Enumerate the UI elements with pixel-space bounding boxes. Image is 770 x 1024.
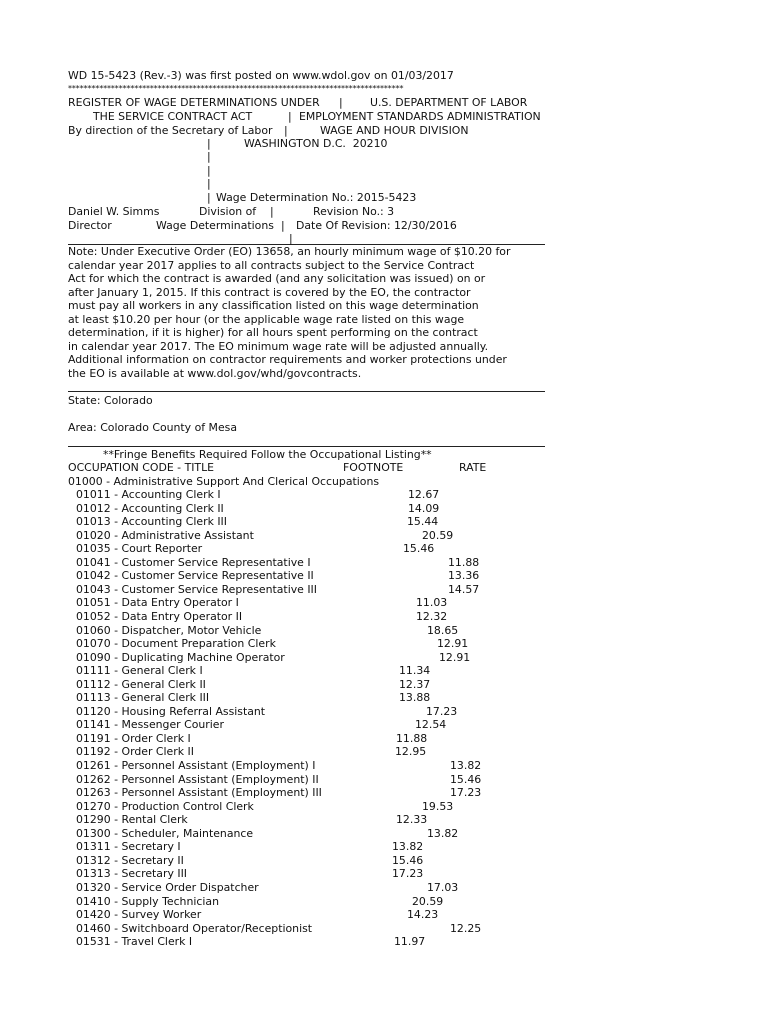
note-line: after January 1, 2015. If this contract is covered by the EO, the contractor <box>68 286 471 299</box>
column-bar: | <box>289 232 293 245</box>
occupation-title: 01060 - Dispatcher, Motor Vehicle <box>76 624 262 637</box>
rate-column-header: RATE <box>459 461 487 474</box>
occupation-rate: 19.53 <box>422 800 454 813</box>
division-of-label: Division of <box>199 205 257 218</box>
occupation-rate: 12.32 <box>416 610 448 623</box>
occupation-rate: 15.44 <box>407 515 439 528</box>
occupation-title: 01263 - Personnel Assistant (Employment) III <box>76 786 322 799</box>
occupation-rate: 14.57 <box>448 583 480 596</box>
occupation-title: 01051 - Data Entry Operator I <box>76 596 239 609</box>
occupation-rate: 12.25 <box>450 922 482 935</box>
occupation-rate: 17.23 <box>450 786 482 799</box>
occupation-title: 01420 - Survey Worker <box>76 908 202 921</box>
occupation-rate: 17.03 <box>427 881 459 894</box>
footnote-column-header: FOOTNOTE <box>343 461 404 474</box>
note-line: Note: Under Executive Order (EO) 13658, an hourly minimum wage of $10.20 for <box>68 245 511 258</box>
state-label: State: Colorado <box>68 394 153 407</box>
occupation-title: 01300 - Scheduler, Maintenance <box>76 827 254 840</box>
occupation-rate: 11.97 <box>394 935 426 948</box>
occupation-rate: 15.46 <box>392 854 424 867</box>
agency-name: EMPLOYMENT STANDARDS ADMINISTRATION <box>299 110 541 123</box>
note-line: Additional information on contractor requirements and worker protections under <box>68 353 507 366</box>
column-bar: | <box>207 150 211 163</box>
occupation-rate: 12.67 <box>408 488 440 501</box>
occupation-column-header: OCCUPATION CODE - TITLE <box>68 461 215 474</box>
occupation-rate: 13.36 <box>448 569 480 582</box>
revision-date: Date Of Revision: 12/30/2016 <box>296 219 457 232</box>
column-bar: | <box>281 219 285 232</box>
note-line: the EO is available at www.dol.gov/whd/govcontracts. <box>68 367 362 380</box>
occupation-rate: 15.46 <box>450 773 482 786</box>
occupation-title: 01041 - Customer Service Representative I <box>76 556 311 569</box>
occupation-rate: 13.82 <box>450 759 482 772</box>
column-bar: | <box>284 124 288 137</box>
occupation-title: 01111 - General Clerk I <box>76 664 203 677</box>
occupation-title: 01020 - Administrative Assistant <box>76 529 254 542</box>
occupation-rate: 14.23 <box>407 908 439 921</box>
occupation-title: 01052 - Data Entry Operator II <box>76 610 243 623</box>
city-line: WASHINGTON D.C. 20210 <box>244 137 388 150</box>
area-label: Area: Colorado County of Mesa <box>68 421 237 434</box>
star-divider: ************************************************************************************** <box>68 84 404 93</box>
occupation-title: 01011 - Accounting Clerk I <box>76 488 221 501</box>
occupation-title: 01112 - General Clerk II <box>76 678 206 691</box>
note-line: Act for which the contract is awarded (and any solicitation was issued) on or <box>68 272 486 285</box>
occupation-title: 01113 - General Clerk III <box>76 691 210 704</box>
occupation-rate: 12.33 <box>396 813 428 826</box>
area-divider <box>68 446 545 447</box>
occupation-rate: 12.95 <box>395 745 427 758</box>
occupation-rate: 13.88 <box>399 691 431 704</box>
note-line: determination, if it is higher) for all hours spent performing on the contract <box>68 326 478 339</box>
occupation-rate: 13.82 <box>427 827 459 840</box>
occupation-title: 01531 - Travel Clerk I <box>76 935 193 948</box>
note-divider <box>68 391 545 392</box>
column-bar: | <box>288 110 292 123</box>
wd-number: Wage Determination No.: 2015-5423 <box>216 191 417 204</box>
occupation-rate: 13.82 <box>392 840 424 853</box>
occupation-rate: 15.46 <box>403 542 435 555</box>
column-bar: | <box>207 137 211 150</box>
occupation-title: 01312 - Secretary II <box>76 854 184 867</box>
occupation-title: 01070 - Document Preparation Clerk <box>76 637 276 650</box>
column-bar: | <box>339 96 343 109</box>
occupation-title: 01013 - Accounting Clerk III <box>76 515 227 528</box>
occupation-title: 01311 - Secretary I <box>76 840 181 853</box>
signatory-name: Daniel W. Simms <box>68 205 160 218</box>
note-line: calendar year 2017 applies to all contracts subject to the Service Contract <box>68 259 475 272</box>
direction-line: By direction of the Secretary of Labor <box>68 124 273 137</box>
occupation-rate: 11.34 <box>399 664 431 677</box>
column-bar: | <box>207 164 211 177</box>
occupation-title: 01090 - Duplicating Machine Operator <box>76 651 285 664</box>
occupation-title: 01191 - Order Clerk I <box>76 732 191 745</box>
note-line: at least $10.20 per hour (or the applicable wage rate listed on this wage <box>68 313 465 326</box>
occupation-rate: 11.88 <box>448 556 480 569</box>
department-name: U.S. DEPARTMENT OF LABOR <box>370 96 528 109</box>
occupation-title: 01410 - Supply Technician <box>76 895 219 908</box>
occupation-title: 01313 - Secretary III <box>76 867 188 880</box>
occupation-title: 01120 - Housing Referral Assistant <box>76 705 266 718</box>
occupation-title: 01262 - Personnel Assistant (Employment) II <box>76 773 319 786</box>
occupation-title: 01012 - Accounting Clerk II <box>76 502 224 515</box>
register-heading: REGISTER OF WAGE DETERMINATIONS UNDER <box>68 96 320 109</box>
column-bar: | <box>207 191 211 204</box>
occupation-rate: 11.88 <box>396 732 428 745</box>
note-line: must pay all workers in any classification listed on this wage determination <box>68 299 479 312</box>
occupation-group-heading: 01000 - Administrative Support And Clerical Occupations <box>68 475 380 488</box>
fringe-benefits-note: **Fringe Benefits Required Follow the Occupational Listing** <box>103 448 432 461</box>
occupation-title: 01320 - Service Order Dispatcher <box>76 881 259 894</box>
occupation-rate: 17.23 <box>392 867 424 880</box>
occupation-rate: 20.59 <box>422 529 454 542</box>
occupation-rate: 12.91 <box>437 637 469 650</box>
posted-line: WD 15-5423 (Rev.-3) was first posted on www.wdol.gov on 01/03/2017 <box>68 69 454 82</box>
occupation-title: 01290 - Rental Clerk <box>76 813 188 826</box>
occupation-title: 01035 - Court Reporter <box>76 542 203 555</box>
occupation-rate: 18.65 <box>427 624 459 637</box>
signatory-title: Director <box>68 219 112 232</box>
occupation-rate: 17.23 <box>426 705 458 718</box>
occupation-rate: 12.37 <box>399 678 431 691</box>
occupation-title: 01141 - Messenger Courier <box>76 718 224 731</box>
occupation-rate: 12.54 <box>415 718 447 731</box>
column-bar: | <box>270 205 274 218</box>
revision-number: Revision No.: 3 <box>313 205 395 218</box>
occupation-rate: 14.09 <box>408 502 440 515</box>
occupation-title: 01192 - Order Clerk II <box>76 745 194 758</box>
service-contract-act: THE SERVICE CONTRACT ACT <box>93 110 253 123</box>
occupation-title: 01261 - Personnel Assistant (Employment) I <box>76 759 316 772</box>
occupation-rate: 12.91 <box>439 651 471 664</box>
occupation-rate: 20.59 <box>412 895 444 908</box>
occupation-title: 01043 - Customer Service Representative III <box>76 583 317 596</box>
occupation-title: 01270 - Production Control Clerk <box>76 800 254 813</box>
occupation-title: 01460 - Switchboard Operator/Receptionist <box>76 922 313 935</box>
note-line: in calendar year 2017. The EO minimum wage rate will be adjusted annually. <box>68 340 489 353</box>
occupation-rate: 11.03 <box>416 596 448 609</box>
column-bar: | <box>207 177 211 190</box>
division-name: WAGE AND HOUR DIVISION <box>320 124 469 137</box>
wage-determinations-label: Wage Determinations <box>156 219 274 232</box>
occupation-title: 01042 - Customer Service Representative II <box>76 569 314 582</box>
